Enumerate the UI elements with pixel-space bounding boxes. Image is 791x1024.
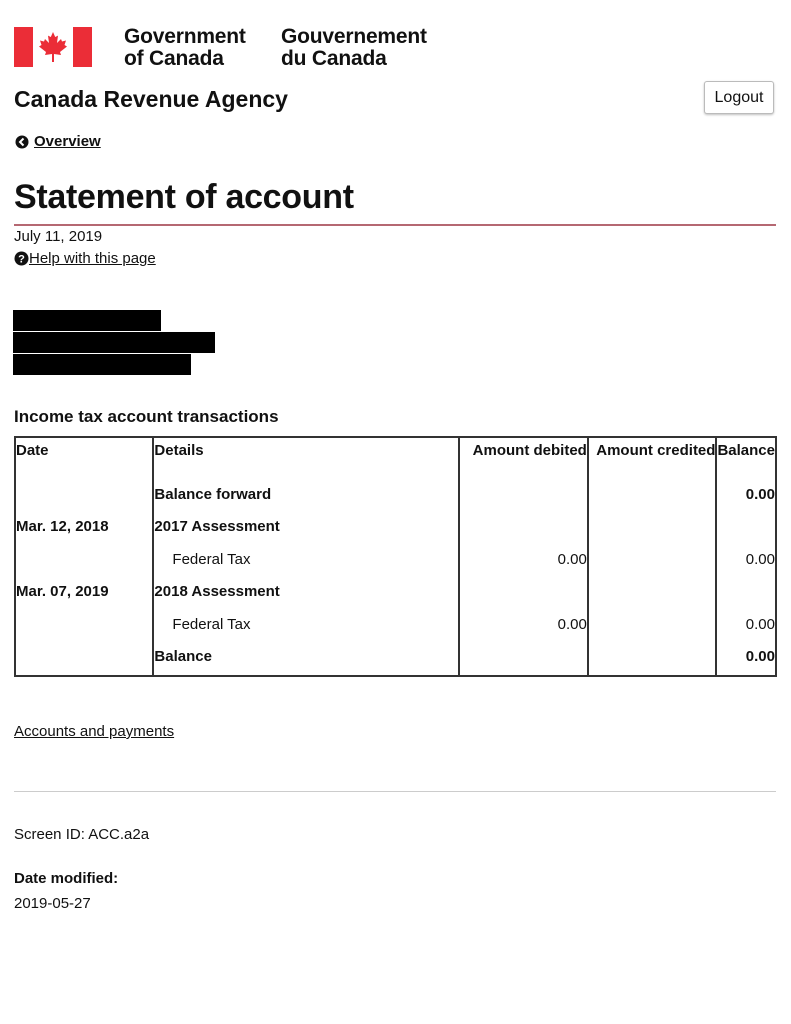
cell-balance: 0.00 (716, 642, 776, 676)
circle-arrow-left-icon (15, 135, 29, 149)
table-row (15, 480, 776, 512)
cell-credited (588, 577, 717, 609)
cell-credited (588, 642, 717, 676)
cell-debited: 0.00 (459, 545, 588, 577)
cell-details: Federal Tax (153, 610, 459, 642)
cell-debited (459, 512, 588, 544)
cell-details: Federal Tax (153, 545, 459, 577)
government-signature-fr (281, 26, 427, 70)
table-row (15, 512, 776, 544)
transactions-title: Income tax account transactions (14, 407, 279, 426)
column-header-details: Details (153, 437, 459, 480)
gov-fr-line2: du Canada (281, 47, 387, 70)
cell-credited (588, 512, 717, 544)
table-row (15, 545, 776, 577)
logout-button[interactable]: Logout (704, 81, 774, 114)
help-section[interactable] (14, 250, 156, 267)
table-row (15, 610, 776, 642)
statement-date: July 11, 2019 (14, 228, 103, 245)
date-modified-label: Date modified: (14, 870, 119, 887)
column-header-date: Date (15, 437, 153, 480)
cell-debited (459, 642, 588, 676)
gov-fr-line1: Gouvernement (281, 25, 427, 48)
gov-en-line2: of Canada (124, 47, 224, 70)
cell-balance: 0.00 (716, 610, 776, 642)
cell-balance (716, 577, 776, 609)
gov-en-line1: Government (124, 25, 246, 48)
government-signature-en (124, 26, 246, 70)
flag-left-bar (14, 27, 33, 67)
title-divider (14, 224, 776, 226)
column-header-debited: Amount debited (459, 437, 588, 480)
flag-right-bar (73, 27, 92, 67)
screen-id: Screen ID: ACC.a2a (14, 826, 150, 843)
cell-date: Mar. 07, 2019 (15, 577, 153, 609)
agency-name: Canada Revenue Agency (14, 86, 288, 112)
cell-date (15, 545, 153, 577)
cell-date (15, 480, 153, 512)
column-header-credited: Amount credited (588, 437, 717, 480)
redacted-address-line1 (13, 332, 215, 353)
help-link[interactable]: Help with this page (29, 250, 156, 267)
cell-credited (588, 545, 717, 577)
overview-link[interactable]: Overview (34, 133, 101, 150)
redacted-address-line2 (13, 354, 191, 375)
cell-details: 2018 Assessment (153, 577, 459, 609)
transactions-table (14, 436, 777, 677)
table-row (15, 577, 776, 609)
cell-date (15, 610, 153, 642)
canada-flag-logo (14, 27, 92, 67)
cell-balance (716, 512, 776, 544)
cell-debited (459, 480, 588, 512)
footer-divider (14, 791, 776, 792)
cell-details: Balance (153, 642, 459, 676)
date-modified-value: 2019-05-27 (14, 895, 91, 912)
breadcrumb-back[interactable] (15, 133, 101, 150)
cell-details: 2017 Assessment (153, 512, 459, 544)
cell-date: Mar. 12, 2018 (15, 512, 153, 544)
table-row-total (15, 642, 776, 676)
cell-balance: 0.00 (716, 480, 776, 512)
column-header-balance: Balance (716, 437, 776, 480)
cell-details: Balance forward (153, 480, 459, 512)
page-title: Statement of account (14, 178, 354, 216)
cell-balance: 0.00 (716, 545, 776, 577)
cell-date (15, 642, 153, 676)
accounts-and-payments-link[interactable]: Accounts and payments (14, 723, 175, 740)
maple-leaf-icon (38, 31, 68, 63)
cell-debited (459, 577, 588, 609)
table-header-row (15, 437, 776, 480)
svg-text:?: ? (18, 253, 25, 266)
question-circle-icon (14, 251, 29, 266)
cell-credited (588, 480, 717, 512)
cell-debited: 0.00 (459, 610, 588, 642)
cell-credited (588, 610, 717, 642)
redacted-name (13, 310, 161, 331)
